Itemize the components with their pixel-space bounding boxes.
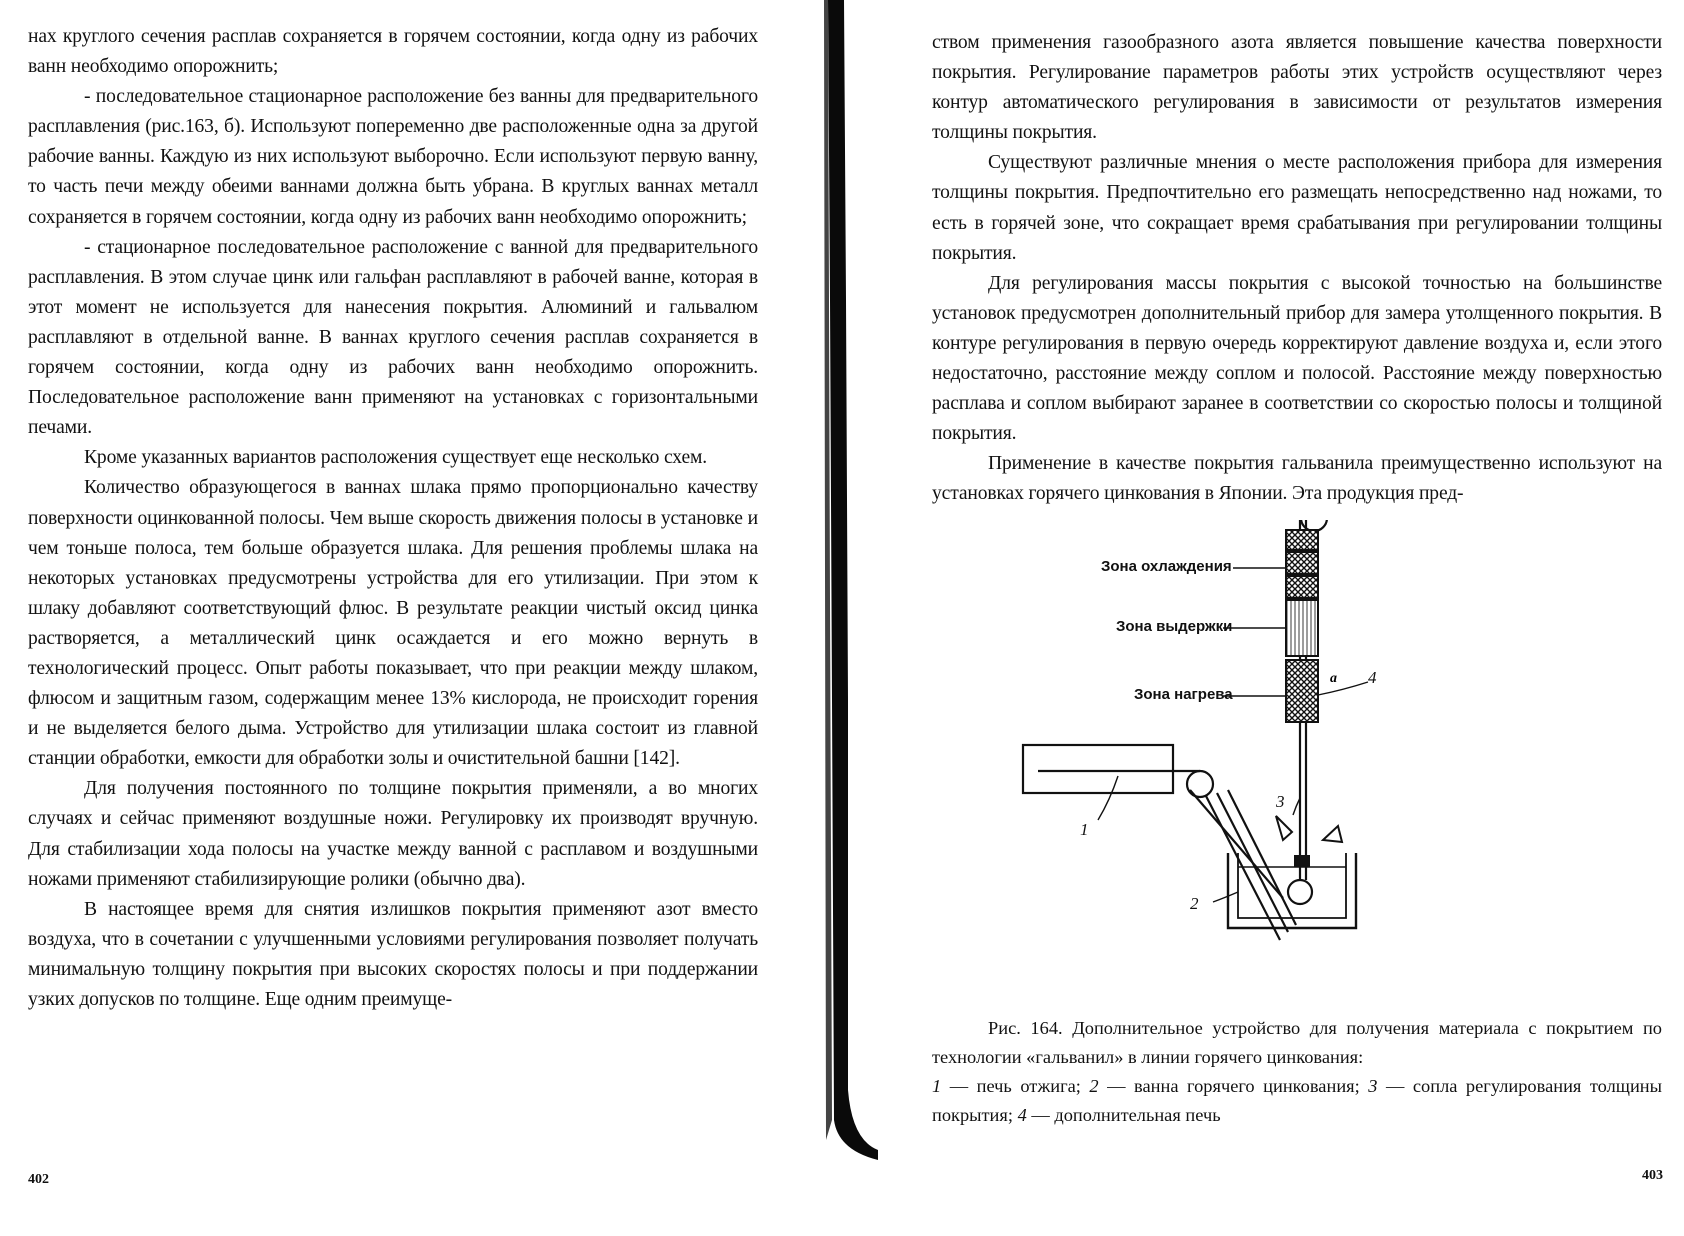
page-number: 403	[1642, 1168, 1663, 1183]
figure-caption	[932, 1014, 1662, 1130]
legend-num: 3	[1368, 1076, 1378, 1096]
right-page-text	[932, 28, 1662, 510]
paragraph: В настоящее время для снятия излишков покрытия применяют азот вместо воздуха, что в сочетании с улучшенными условиями регулирования позволяет получать минимальную толщину покрытия при высоких скоростях полосы и при поддержании узких допусков по толщине. Еще одним преимуще-	[28, 898, 758, 1010]
sink-roll	[1288, 880, 1312, 904]
svg-text:a: a	[1330, 671, 1337, 686]
deflector-roll	[1187, 771, 1213, 797]
legend-num: 1	[932, 1076, 942, 1096]
legend-num: 4	[1017, 1105, 1027, 1125]
left-page-text	[28, 22, 758, 1015]
additional-furnace	[1286, 530, 1318, 722]
number-label-2: 2	[1190, 894, 1199, 913]
paragraph: ством применения газообразного азота является повышение качества поверхности покрытия. Регулирование параметров работы этих устройств осуществляют через контур автоматического регулирования в зависимости от результатов измерения толщины покрытия.	[932, 32, 1662, 144]
air-knives	[1276, 816, 1342, 842]
annealing-furnace	[1023, 745, 1173, 793]
paragraph: нах круглого сечения расплав сохраняется в горячем состоянии, когда одну из рабочих ванн необходимо опорожнить;	[28, 26, 758, 78]
zone-label-heating: Зона нагрева	[1134, 686, 1233, 703]
left-page	[0, 0, 800, 1236]
zone-label-holding: Зона выдержки	[1116, 618, 1233, 635]
page-number: 402	[28, 1172, 49, 1187]
paragraph: Применение в качестве покрытия гальванила преимущественно используют на установках горячего цинкования в Японии. Эта продукция пред-	[932, 453, 1662, 505]
number-label-3: 3	[1276, 792, 1285, 811]
paragraph: Количество образующегося в ваннах шлака прямо пропорционально качеству поверхности оцинкованной полосы. Чем выше скорость движения полосы в установке и чем тоньше полоса, тем больше образуется шлака. Для решения проблемы шлака на некоторых установках предусмотрены устройства для его утилизации. При этом к шлаку добавляют соответствующий флюс. В результате реакции чистый оксид цинка растворяется, а металлический цинк осаждается и его можно вернуть в технологический процесс. Опыт работы показывает, что при реакции между шлаком, флюсом и защитным газом, содержащим менее 13% кислорода, не происходит горения и не выделяется белого дыма. Устройство для утилизации шлака состоит из главной станции обработки, емкости для обработки золы и очистительной башни [142].	[28, 477, 758, 770]
caption-legend	[932, 1072, 1662, 1130]
paragraph: Кроме указанных вариантов расположения существует еще несколько схем.	[84, 447, 708, 469]
galvannealing-diagram	[938, 520, 1598, 1020]
legend-num: 2	[1089, 1076, 1099, 1096]
diagram-drawing	[938, 520, 1598, 1020]
legend-text: — сопла регулирования толщины покрытия;	[932, 1076, 1663, 1125]
number-label-1: 1	[1080, 820, 1089, 839]
paragraph: Для получения постоянного по толщине покрытия применяли, а во многих случаях и сейчас применяют воздушные ножи. Регулировку их производят вручную. Для стабилизации хода полосы на участке между ванной с расплавом и воздушными ножами применяют стабилизирующие ролики (обычно два).	[28, 778, 758, 890]
legend-text: — дополнительная печь	[1026, 1105, 1221, 1125]
paragraph: - стационарное последовательное расположение с ванной для предварительного расплавления. В этом случае цинк или гальфан расплавляют в рабочей ванне, которая в этот момент не используется для нанесения покрытия. Алюминий и гальвалюм расплавляют в отдельной ванне. В ваннах круглого сечения расплав сохраняется в горячем состоянии, когда одну из рабочих ванн необходимо опорожнить. Последовательное расположение ванн применяют на установках с горизонтальными печами.	[28, 236, 758, 439]
zone-label-cooling: Зона охлаждения	[1101, 558, 1232, 575]
caption-title: Рис. 164. Дополнительное устройство для получения материала с покрытием по технологии «гальванил» в линии горячего цинкования:	[932, 1018, 1662, 1067]
paragraph: - последовательное стационарное расположение без ванны для предварительного расплавления (рис.163, б). Используют попеременно две расположенные одна за другой рабочие ванны. Каждую из них используют выборочно. Если используют первую ванну, то часть печи между обеими ваннами должна быть убрана. В круглых ваннах металл сохраняется в горячем состоянии, когда одну из рабочих ванн необходимо опорожнить;	[28, 86, 758, 228]
paragraph: Для регулирования массы покрытия с высокой точностью на большинстве установок предусмотрен дополнительный прибор для замера утолщенного покрытия. В контуре регулирования в первую очередь корректируют давление воздуха и, если этого недостаточно, расстояние между соплом и полосой. Расстояние между поверхностью расплава и соплом выбирают заранее в соответствии со скоростью полосы и толщиной покрытия.	[932, 272, 1662, 445]
paragraph: Существуют различные мнения о месте расположения прибора для измерения толщины покрытия. Предпочтительно его размещать непосредственно над ножами, то есть в горячей зоне, что сокращает время срабатывания при регулировании толщины покрытия.	[932, 152, 1662, 264]
legend-text: — печь отжига;	[941, 1076, 1090, 1096]
legend-text: — ванна горячего цинкования;	[1098, 1076, 1369, 1096]
number-label-4: 4	[1368, 668, 1377, 687]
